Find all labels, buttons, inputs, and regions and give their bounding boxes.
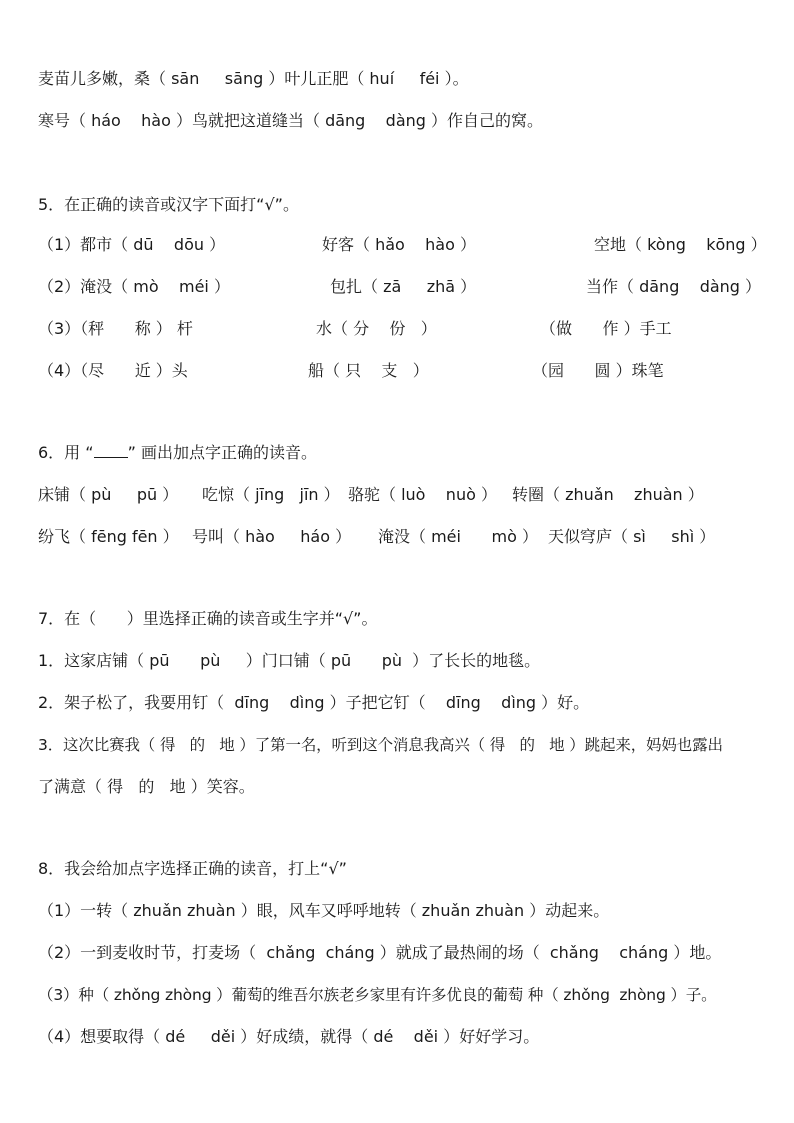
q6-item: 吃惊（ jīng jīn ）: [202, 485, 340, 504]
text-line: （1）一转（ zhuǎn zhuàn ）眼，风车又呼呼地转（ zhuǎn zhuàn ）动起来。: [38, 901, 610, 920]
q5-item: （3）（秤 称 ） 杆: [38, 319, 193, 338]
q6-item: 号叫（ hào háo ）: [192, 527, 352, 546]
q5-item: 空地（ kòng kōng ）: [594, 235, 767, 254]
q6-item: 淹没（ méi mò ）: [378, 527, 538, 546]
q5-item: （2）淹没（ mò méi ）: [38, 277, 230, 296]
text-line: （4）想要取得（ dé děi ）好成绩，就得（ dé děi ）好好学习。: [38, 1027, 540, 1046]
q5-item: （做 作 ）手工: [540, 319, 672, 338]
q5-item: （1）都市（ dū dōu ）: [38, 235, 226, 254]
title-prefix: 6．用 “: [38, 443, 94, 462]
q6-item: 天似穹庐（ sì shì ）: [548, 527, 716, 546]
q6-item: 床铺（ pù pū ）: [38, 485, 179, 504]
text-line: 2．架子松了，我要用钉（ dīng dìng ）子把它钉（ dīng dìng ）好。: [38, 693, 590, 712]
text-line: 麦苗儿多嫩，桑（ sān sāng ）叶儿正肥（ huí féi ）。: [38, 69, 469, 88]
underline-blank: [94, 443, 128, 458]
q5-item: （4）（尽 近 ）头: [38, 361, 188, 380]
text-line: （3）种（ zhǒng zhòng ）葡萄的维吾尔族老乡家里有许多优良的葡萄 种（ zhǒng zhòng ）子。: [38, 986, 717, 1004]
text-line: 寒号（ háo hào ）鸟就把这道缝当（ dāng dàng ）作自己的窝。: [38, 111, 544, 130]
question-7-title: 7．在（ ）里选择正确的读音或生字并“√”。: [38, 609, 378, 628]
q5-item: 船（ 只 支 ）: [308, 361, 429, 380]
q6-item: 骆驼（ luò nuò ）: [348, 485, 497, 504]
title-suffix: ” 画出加点字正确的读音。: [127, 443, 317, 462]
q5-item: 包扎（ zā zhā ）: [330, 277, 477, 296]
q5-item: 水（ 分 份 ）: [316, 319, 437, 338]
text-line: 了满意（ 得 的 地 ）笑容。: [38, 777, 255, 796]
q6-item: 纷飞（ fēng fēn ）: [38, 527, 179, 546]
q5-item: 好客（ hǎo hào ）: [322, 235, 476, 254]
question-8-title: 8．我会给加点字选择正确的读音，打上“√”: [38, 859, 347, 878]
q5-item: （园 圆 ）珠笔: [532, 361, 664, 380]
text-line: 1．这家店铺（ pū pù ）门口铺（ pū pù ）了长长的地毯。: [38, 651, 541, 670]
question-5-title: 5．在正确的读音或汉字下面打“√”。: [38, 195, 299, 214]
text-line: 3．这次比赛我（ 得 的 地 ）了第一名，听到这个消息我高兴（ 得 的 地 ）跳起来，妈妈也露出: [38, 736, 723, 754]
q6-item: 转圈（ zhuǎn zhuàn ）: [512, 485, 704, 504]
q5-item: 当作（ dāng dàng ）: [586, 277, 762, 296]
text-line: （2）一到麦收时节，打麦场（ chǎng cháng ）就成了最热闹的场（ chǎng cháng ）地。: [38, 943, 722, 962]
question-6-title: [38, 442, 317, 464]
